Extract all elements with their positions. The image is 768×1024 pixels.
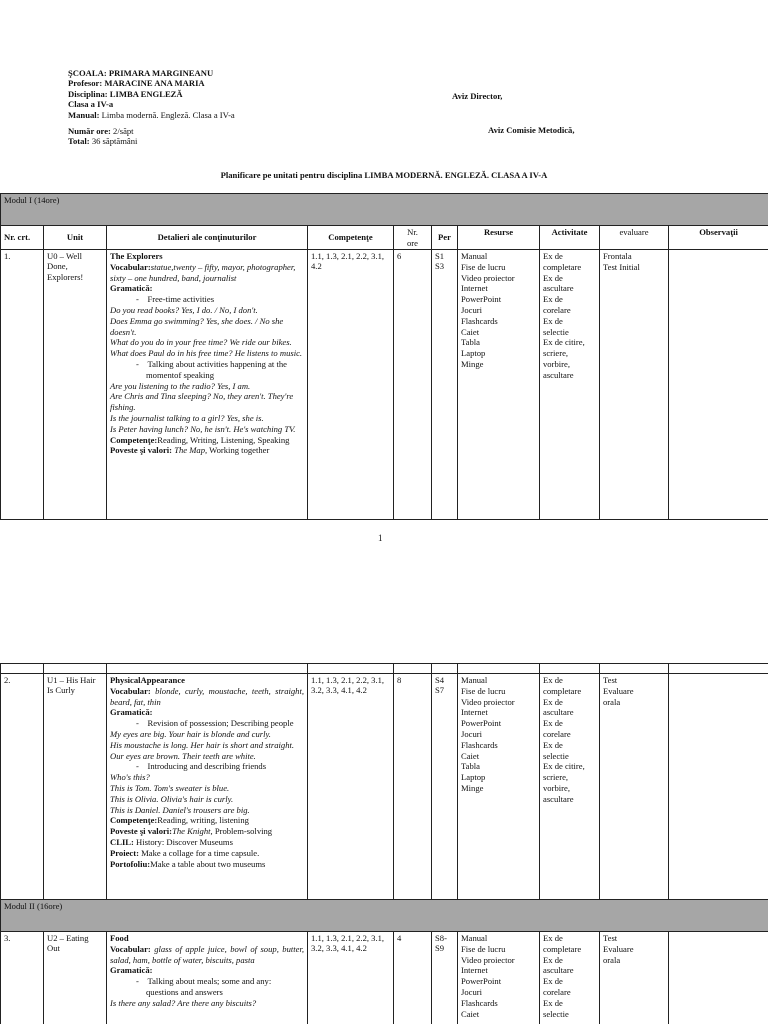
table-row: [1, 250, 768, 520]
row-resurse: Manual Fise de lucru Video proiector Internet PowerPoint Jocuri Flashcards Caiet Tabla Laptop Minge: [458, 674, 540, 900]
col-competente: Competenţe: [308, 226, 394, 250]
unit-title: The Explorers: [110, 251, 163, 261]
vocab-text: blonde, curly, moustache, teeth, straight, beard, fat, thin: [110, 685, 305, 707]
example-line: Is there any salad? Are there any biscuits?: [110, 997, 257, 1008]
row-ore: 8: [394, 674, 432, 900]
module-hours: (14ore): [34, 195, 60, 205]
row-ore: 4: [394, 932, 432, 1024]
grammar-label: Gramatică:: [110, 965, 153, 976]
row-details: [107, 250, 308, 520]
planning-table-page-2: [0, 663, 768, 1024]
competente-text: Reading, writing, listening: [157, 815, 249, 826]
example-line: Is the journalist talking to a girl? Yes, she is.: [110, 412, 264, 423]
row-observatii: [669, 932, 768, 1024]
col-nr: Nr. crt.: [1, 226, 44, 250]
portfolio-label: Portofoliu:: [110, 858, 151, 869]
example-line: Are Chris and Tina sleeping? No, they aren't. They're fishing.: [110, 391, 294, 413]
row-competente: 1.1, 1.3, 2.1, 2.2, 3.1, 3.2, 3.3, 4.1, 4.2: [308, 932, 394, 1024]
row-competente: 1.1, 1.3, 2.1, 2.2, 3.1, 4.2: [308, 250, 394, 520]
hours-value: 2/săpt: [113, 125, 134, 136]
vocab-text: statue,twenty – fifty, mayor, photographer, sixty – one hundred, band, journalist: [110, 261, 296, 283]
example-line: Are you listening to the radio? Yes, I am.: [110, 380, 251, 391]
row-unit: U0 – Well Done, Explorers!: [44, 250, 107, 520]
row-per: S8- S9: [432, 932, 458, 1024]
col-activitate: Activitate: [540, 226, 600, 250]
row-evaluare: Test Evaluare orala: [600, 932, 669, 1024]
competente-label: Competenţe:: [110, 434, 158, 445]
poveste-label: Poveste şi valori:: [110, 826, 173, 837]
grammar-item: - Free-time activities: [136, 294, 215, 305]
manual-name: Limba modernă. Engleză. Clasa a IV-a: [101, 109, 235, 120]
example-line: My eyes are big. Your hair is blonde and curly.: [110, 728, 271, 739]
col-per: Per: [432, 226, 458, 250]
row-resurse: Manual Fise de lucru Video proiector Internet PowerPoint Jocuri Flashcards Caiet: [458, 932, 540, 1024]
row-activitate: Ex de completare Ex de ascultare Ex de corelare Ex de selectie Ex de citire, scriere, vorbire, ascultare: [540, 674, 600, 900]
competente-label: Competenţe:: [110, 815, 158, 826]
module-label: Modul I: [4, 195, 32, 205]
row-nr: 3.: [1, 932, 44, 1024]
vocab-label: Vocabular:: [110, 261, 151, 272]
aviz-comisie: Aviz Comisie Metodică,: [488, 125, 575, 135]
unit-title: PhysicalAppearance: [110, 675, 185, 685]
row-evaluare: Frontala Test Initial: [600, 250, 669, 520]
example-line: His moustache is long. Her hair is short and straight.: [110, 739, 295, 750]
row-nr: 2.: [1, 674, 44, 900]
row-observatii: [669, 250, 768, 520]
poveste-label: Poveste şi valori:: [110, 445, 173, 456]
col-details: Detalieri ale conţinuturilor: [107, 226, 308, 250]
school-label: ŞCOALA:: [68, 68, 107, 78]
row-ore: 6: [394, 250, 432, 520]
aviz-director: Aviz Director,: [452, 91, 503, 101]
example-line: This is Tom. Tom's sweater is blue.: [110, 782, 230, 793]
example-line: Do you read books? Yes, I do. / No, I don't.: [110, 304, 258, 315]
grammar-item: - Introducing and describing friends: [136, 761, 267, 772]
plan-title: Planificare pe unitati pentru disciplina LIMBA MODERNĂ. ENGLEZĂ. CLASA A IV-A: [220, 170, 548, 180]
row-unit: U2 – Eating Out: [44, 932, 107, 1024]
module-hours: (16ore): [36, 901, 63, 911]
poveste-value: Problem-solving: [214, 826, 273, 837]
poveste-value: Working together: [209, 445, 270, 456]
hours-label: Număr ore:: [68, 125, 111, 136]
header-row: [1, 226, 768, 250]
total-value: 36 săptămâni: [91, 136, 138, 147]
project-text: Make a collage for a time capsule.: [141, 847, 260, 858]
col-nr-ore-line1: Nr.: [407, 227, 418, 238]
class-name: Clasa a IV-a: [68, 99, 114, 110]
row-unit: U1 – His Hair Is Curly: [44, 674, 107, 900]
row-activitate: Ex de completare Ex de ascultare Ex de corelare Ex de selectie Ex de citire, scriere, vorbire, ascultare: [540, 250, 600, 520]
grammar-item: - Talking about activities happening at the momentof speaking: [136, 358, 287, 380]
school-name: PRIMARA MARGINEANU: [108, 68, 214, 78]
col-observatii: Observaţii: [669, 226, 768, 250]
example-line: Who's this?: [110, 772, 150, 783]
teacher-name: MARACINE ANA MARIA: [104, 78, 205, 89]
grammar-label: Gramatică:: [110, 707, 153, 718]
competente-text: Reading, Writing, Listening, Speaking: [157, 434, 290, 445]
subject-label: Disciplina:: [68, 88, 108, 99]
total-label: Total:: [68, 136, 90, 147]
row-observatii: [669, 674, 768, 900]
poveste-story: The Knight,: [172, 826, 213, 837]
col-nr-ore-line2: ore: [407, 237, 418, 248]
row-activitate: Ex de completare Ex de ascultare Ex de corelare Ex de selectie: [540, 932, 600, 1024]
row-details: [107, 932, 308, 1024]
module-row: [1, 194, 768, 226]
example-line: What does Paul do in his free time? He listens to music.: [110, 348, 303, 359]
row-nr: 1.: [1, 250, 44, 520]
example-line: What do you do in your free time? We ride our bikes.: [110, 337, 292, 348]
example-line: Our eyes are brown. Their teeth are white.: [110, 750, 256, 761]
clil-label: CLIL:: [110, 836, 134, 847]
clil-text: History: Discover Museums: [136, 836, 233, 847]
table-row: [1, 674, 768, 900]
vocab-label: Vocabular:: [110, 943, 151, 954]
grammar-item: - Talking about meals; some and any: questions and answers: [136, 976, 272, 997]
col-unit: Unit: [44, 226, 107, 250]
subject-name: LIMBA ENGLEZĂ: [109, 88, 183, 99]
planning-table-page-1: [0, 193, 768, 520]
col-evaluare: evaluare: [600, 226, 669, 250]
example-line: This is Olivia. Olivia's hair is curly.: [110, 793, 234, 804]
row-resurse: Manual Fise de lucru Video proiector Internet PowerPoint Jocuri Flashcards Caiet Tabla Laptop Minge: [458, 250, 540, 520]
grammar-label: Gramatică:: [110, 283, 153, 294]
example-line: This is Daniel. Daniel's trousers are big.: [110, 804, 250, 815]
col-nr-ore: [394, 226, 432, 250]
vocab-text: glass of apple juice, bowl of soup, butter, salad, ham, bottle of water, biscuits, pasta: [110, 943, 304, 965]
poveste-story: The Map,: [174, 445, 208, 456]
row-per: S4 S7: [432, 674, 458, 900]
manual-label: Manual:: [68, 109, 100, 120]
col-resurse: Resurse: [458, 226, 540, 250]
row-evaluare: Test Evaluare orala: [600, 674, 669, 900]
module-label: Modul II: [4, 901, 35, 911]
page-number: 1: [378, 533, 383, 543]
row-competente: 1.1, 1.3, 2.1, 2.2, 3.1, 3.2, 3.3, 4.1, 4.2: [308, 674, 394, 900]
document-header: [68, 68, 688, 147]
project-label: Proiect:: [110, 847, 139, 858]
unit-title: Food: [110, 933, 129, 943]
row-details: [107, 674, 308, 900]
example-line: Is Peter having lunch? No, he isn't. He's watching TV.: [110, 423, 296, 434]
portfolio-text: Make a table about two museums: [150, 858, 266, 869]
vocab-label: Vocabular:: [110, 685, 151, 696]
module-row: [1, 900, 768, 932]
teacher-label: Profesor:: [68, 78, 103, 89]
table-row: [1, 932, 768, 1024]
continuation-row: [1, 664, 768, 674]
example-line: Does Emma go swimming? Yes, she does. / No she doesn't.: [110, 315, 284, 337]
grammar-item: - Revision of possession; Describing people: [136, 718, 294, 729]
row-per: S1 S3: [432, 250, 458, 520]
